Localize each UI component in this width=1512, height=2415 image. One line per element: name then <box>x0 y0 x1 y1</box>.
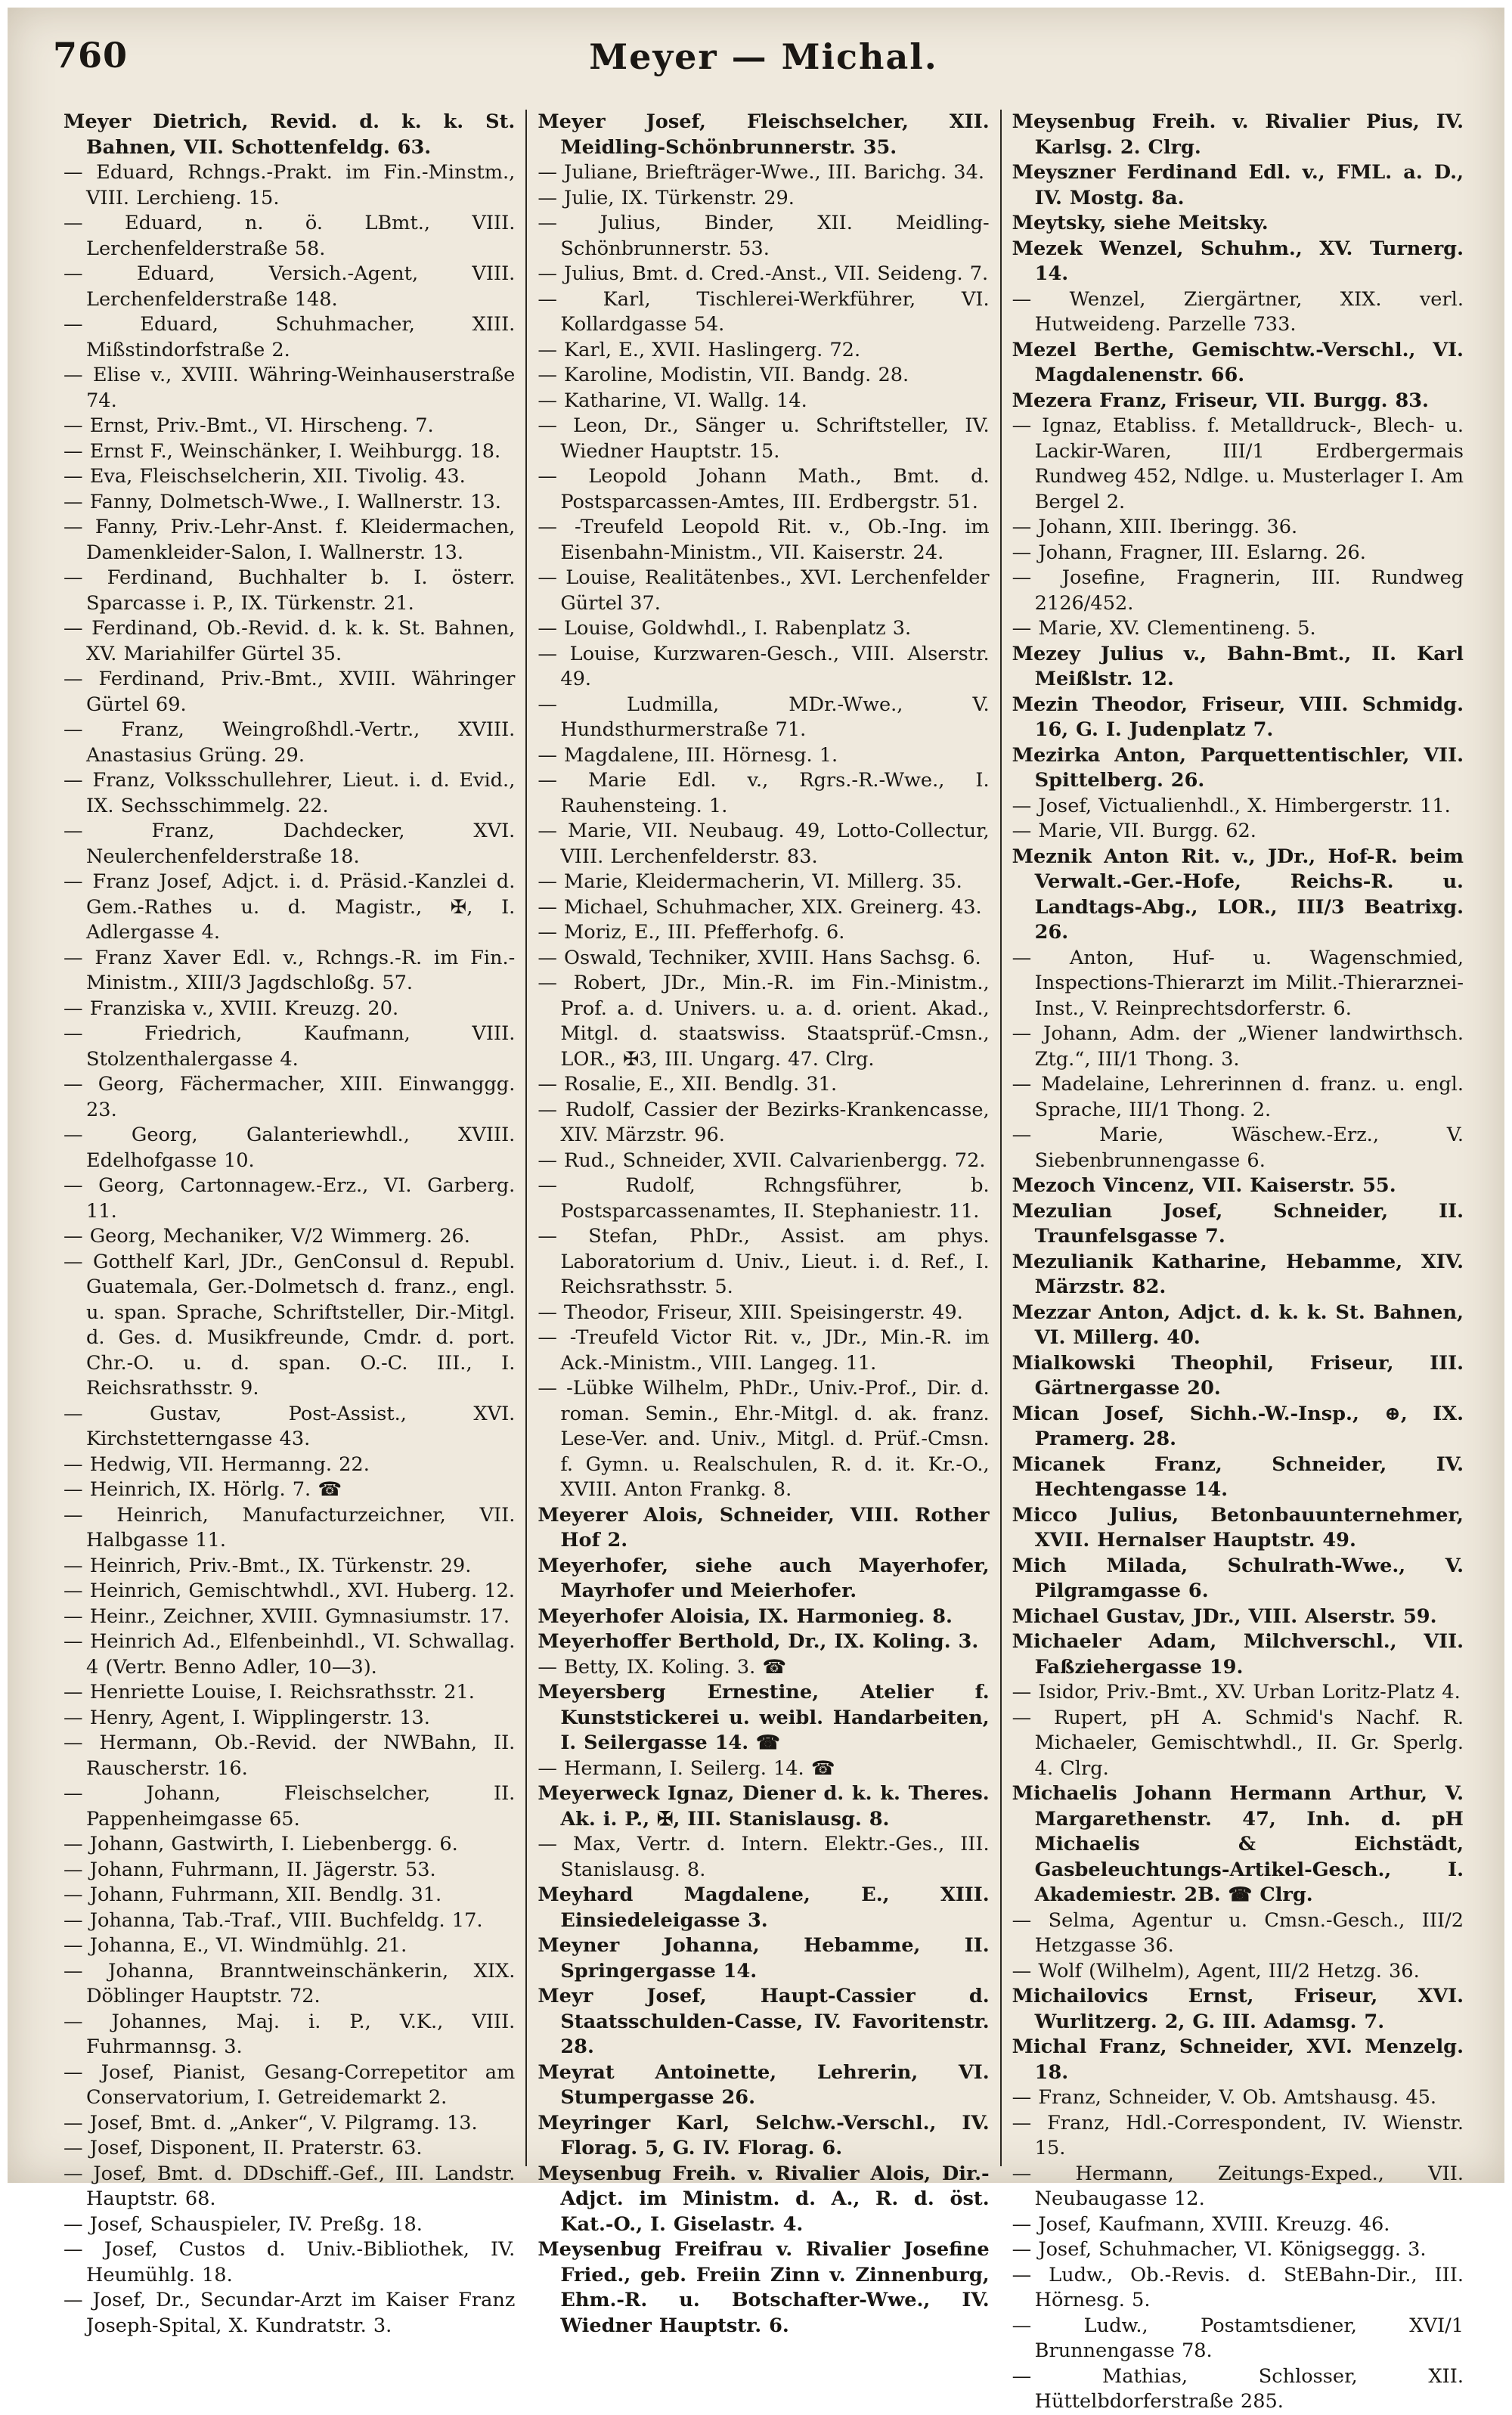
directory-entry: — Josef, Disponent, II. Praterstr. 63. <box>64 2137 423 2159</box>
directory-entry: — Johann, XIII. Iberingg. 36. <box>1012 516 1298 538</box>
directory-entry: — Franz Xaver Edl. v., Rchngs.-R. im Fin.-Ministm., XIII/3 Jagdschloßg. 57. <box>64 946 516 994</box>
directory-entry: Meyr Josef, Haupt-Cassier d. Staatsschulden-Casse, IV. Favoritenstr. 28. <box>538 1985 990 2058</box>
directory-entry: — Josef, Kaufmann, XVIII. Kreuzg. 46. <box>1012 2212 1390 2236</box>
directory-entry: — Josef, Bmt. d. „Anker“, V. Pilgramg. 13. <box>64 2111 478 2134</box>
directory-entry: Meytsky, siehe Meitsky. <box>1012 212 1269 234</box>
directory-entry: Mezek Wenzel, Schuhm., XV. Turnerg. 14. <box>1012 237 1464 285</box>
directory-entry: — Franz, Volksschullehrer, Lieut. i. d. Evid., IX. Sechsschimmelg. 22. <box>64 769 516 817</box>
directory-entry: — Ferdinand, Ob.-Revid. d. k. k. St. Bahnen, XV. Mariahilfer Gürtel 35. <box>64 617 516 665</box>
directory-entry: — Julie, IX. Türkenstr. 29. <box>538 186 795 209</box>
directory-entry: Meyer Dietrich, Revid. d. k. k. St. Bahnen, VII. Schottenfeldg. 63. <box>64 110 516 159</box>
directory-entry: — Heinr., Zeichner, XVIII. Gymnasiumstr. 17. <box>64 1604 510 1628</box>
directory-entry: — Friedrich, Kaufmann, VIII. Stolzenthalergasse 4. <box>64 1022 516 1071</box>
directory-entry: — Johann, Adm. der „Wiener landwirthsch. Ztg.“, III/1 Thong. 3. <box>1012 1022 1464 1071</box>
directory-entry: — Josef, Pianist, Gesang-Correpetitor am Conservatorium, I. Getreidemarkt 2. <box>64 2060 516 2109</box>
directory-entry: Meyerhofer Aloisia, IX. Harmonieg. 8. <box>538 1604 953 1628</box>
directory-entry: — Karl, Tischlerei-Werkführer, VI. Kollardgasse 54. <box>538 287 990 336</box>
directory-entry: — Johanna, Branntweinschänkerin, XIX. Döblinger Hauptstr. 72. <box>64 1959 516 2007</box>
directory-entry: Mezey Julius v., Bahn-Bmt., II. Karl Meißlstr. 12. <box>1012 642 1464 690</box>
directory-entry: — Eduard, Rchngs.-Prakt. im Fin.-Minstm., VIII. Lerchieng. 15. <box>64 161 516 209</box>
directory-entry: — Moriz, E., III. Pfefferhofg. 6. <box>538 921 845 944</box>
directory-entry: — Marie, Kleidermacherin, VI. Millerg. 35. <box>538 870 962 893</box>
directory-entry: — Ferdinand, Buchhalter b. I. österr. Sparcasse i. P., IX. Türkenstr. 21. <box>64 566 516 615</box>
directory-entry: — Johannes, Maj. i. P., V.K., VIII. Fuhrmannsg. 3. <box>64 2010 516 2058</box>
directory-entry: — Gotthelf Karl, JDr., GenConsul d. Republ. Guatemala, Ger.-Dolmetsch d. franz., engl. u. span. Sprache, Schriftsteller, Dir.-Mitgl. d. Ges. d. Musikfreunde, Cmdr. d. port. Chr.-O. u. d. span. O.-C. III., I. Reichsrathsstr. 9. <box>64 1250 516 1400</box>
directory-entry: — Marie, VII. Neubaug. 49, Lotto-Collectur, VIII. Lerchenfelderstr. 83. <box>538 820 990 868</box>
directory-entry: — Franz, Weingroßhdl.-Vertr., XVIII. Anastasius Grüng. 29. <box>64 718 516 767</box>
directory-entry: — Josefine, Fragnerin, III. Rundweg 2126/452. <box>1012 566 1464 615</box>
directory-entry: — Hermann, I. Seilerg. 14. ☎ <box>538 1756 835 1780</box>
directory-entry: — Eva, Fleischselcherin, XII. Tivolig. 43. <box>64 465 466 488</box>
directory-entry: — Max, Vertr. d. Intern. Elektr.-Ges., III. Stanislausg. 8. <box>538 1833 990 1881</box>
directory-entry: — Johann, Fragner, III. Eslarng. 26. <box>1012 541 1366 564</box>
directory-entry: — Heinrich, IX. Hörlg. 7. ☎ <box>64 1478 342 1501</box>
page-header <box>53 35 1474 88</box>
column-2 <box>525 110 999 2337</box>
directory-entry: — Magdalene, III. Hörnesg. 1. <box>538 743 838 767</box>
directory-entry: — Hermann, Zeitungs-Exped., VII. Neubaugasse 12. <box>1012 2162 1464 2210</box>
directory-entry: Mezirka Anton, Parquettentischler, VII. Spittelberg. 26. <box>1012 743 1464 792</box>
directory-entry: — Johann, Fuhrmann, II. Jägerstr. 53. <box>64 1858 436 1881</box>
directory-entry: — Louise, Kurzwaren-Gesch., VIII. Alserstr. 49. <box>538 642 990 690</box>
directory-entry: — Ferdinand, Priv.-Bmt., XVIII. Währinger Gürtel 69. <box>64 668 516 716</box>
directory-entry: Mezin Theodor, Friseur, VIII. Schmidg. 16, G. I. Judenplatz 7. <box>1012 693 1464 741</box>
directory-entry: — Selma, Agentur u. Cmsn.-Gesch., III/2 Hetzgasse 36. <box>1012 1908 1464 1957</box>
directory-entry: Michaelis Johann Hermann Arthur, V. Margarethenstr. 47, Inh. d. pH Michaelis & Eichstädt, Gasbeleuchtungs-Artikel-Gesch., I. Akademiestr. 2B. ☎ Clrg. <box>1012 1782 1464 1906</box>
directory-entry: — Leopold Johann Math., Bmt. d. Postsparcassen-Amtes, III. Erdbergstr. 51. <box>538 465 990 513</box>
directory-page <box>8 8 1504 2413</box>
directory-entry: Micco Julius, Betonbauunternehmer, XVII. Hernalser Hauptstr. 49. <box>1012 1503 1464 1552</box>
directory-entry: — Michael, Schuhmacher, XIX. Greinerg. 43. <box>538 895 982 919</box>
directory-entry: Michaeler Adam, Milchverschl., VII. Faßziehergasse 19. <box>1012 1630 1464 1679</box>
directory-entry: — Heinrich, Manufacturzeichner, VII. Halbgasse 11. <box>64 1503 516 1552</box>
directory-entry: Meyrat Antoinette, Lehrerin, VI. Stumpergasse 26. <box>538 2060 990 2109</box>
directory-entry: Meysenbug Freih. v. Rivalier Pius, IV. Karlsg. 2. Clrg. <box>1012 110 1464 159</box>
directory-entry: — Robert, JDr., Min.-R. im Fin.-Ministm., Prof. a. d. Univers. u. a. d. orient. Akad., Mitgl. d. staatswiss. Staatsprüf.-Cmsn., LOR., ✠3, III. Ungarg. 47. Clrg. <box>538 972 990 1071</box>
directory-entry: — Johann, Fuhrmann, XII. Bendlg. 31. <box>64 1883 442 1906</box>
directory-entry: — Marie, XV. Clementineng. 5. <box>1012 617 1316 640</box>
directory-entry: — Hermann, Ob.-Revid. der NWBahn, II. Rauscherstr. 16. <box>64 1731 516 1780</box>
directory-entry: Michal Franz, Schneider, XVI. Menzelg. 18. <box>1012 2035 1464 2084</box>
directory-entry: Mezel Berthe, Gemischtw.-Verschl., VI. Magdalenenstr. 66. <box>1012 338 1464 386</box>
directory-entry: — Heinrich, Priv.-Bmt., IX. Türkenstr. 29. <box>64 1554 472 1577</box>
directory-entry: Michael Gustav, JDr., VIII. Alserstr. 59. <box>1012 1604 1437 1628</box>
directory-entry: — Karl, E., XVII. Haslingerg. 72. <box>538 338 861 361</box>
directory-entry: — Eduard, Versich.-Agent, VIII. Lerchenfelderstraße 148. <box>64 262 516 311</box>
directory-entry: — Franz, Schneider, V. Ob. Amtshausg. 45. <box>1012 2086 1437 2109</box>
directory-entry: Michailovics Ernst, Friseur, XVI. Wurlitzerg. 2, G. III. Adamsg. 7. <box>1012 1985 1464 2033</box>
directory-entry: — Rudolf, Cassier der Bezirks-Krankencasse, XIV. Märzstr. 96. <box>538 1098 990 1146</box>
directory-entry: — Rud., Schneider, XVII. Calvarienbergg. 72. <box>538 1149 986 1172</box>
column-1 <box>53 110 525 2337</box>
directory-entry: — Josef, Bmt. d. DDschiff.-Gef., III. Landstr. Hauptstr. 68. <box>64 2162 516 2210</box>
directory-entry: Mezzar Anton, Adjct. d. k. k. St. Bahnen, VI. Millerg. 40. <box>1012 1301 1464 1349</box>
directory-entry: — Betty, IX. Koling. 3. ☎ <box>538 1655 787 1679</box>
directory-entry: — Rudolf, Rchngsführer, b. Postsparcassenamtes, II. Stephaniestr. 11. <box>538 1174 990 1223</box>
directory-entry: — Johanna, E., VI. Windmühlg. 21. <box>64 1934 407 1957</box>
directory-entry: — Eduard, n. ö. LBmt., VIII. Lerchenfelderstraße 58. <box>64 212 516 260</box>
directory-entry: — Heinrich, Gemischtwhdl., XVI. Huberg. 12. <box>64 1580 516 1602</box>
directory-entry: — Madelaine, Lehrerinnen d. franz. u. engl. Sprache, III/1 Thong. 2. <box>1012 1073 1464 1121</box>
directory-entry: Mezera Franz, Friseur, VII. Burgg. 83. <box>1012 389 1429 412</box>
directory-entry: — Wenzel, Ziergärtner, XIX. verl. Hutweideng. Parzelle 733. <box>1012 287 1464 336</box>
directory-entry: — -Lübke Wilhelm, PhDr., Univ.-Prof., Dir. d. roman. Semin., Ehr.-Mitgl. d. ak. franz. Lese-Ver. and. Univ., Mitgl. d. Prüf.-Cmsn. f. Gymn. u. Realschulen, R. d. it. Kr.-O., XVIII. Anton Frankg. 8. <box>538 1377 990 1501</box>
directory-entry: — Leon, Dr., Sänger u. Schriftsteller, IV. Wiedner Hauptstr. 15. <box>538 414 990 463</box>
directory-entry: — Isidor, Priv.-Bmt., XV. Urban Loritz-Platz 4. <box>1012 1681 1461 1704</box>
directory-entry: — Ludw., Postamtsdiener, XVI/1 Brunnengasse 78. <box>1012 2314 1464 2362</box>
directory-entry: — Johann, Gastwirth, I. Liebenbergg. 6. <box>64 1833 458 1855</box>
directory-entry: — Ernst, Priv.-Bmt., VI. Hirscheng. 7. <box>64 414 434 437</box>
directory-entry: — Franz Josef, Adjct. i. d. Präsid.-Kanzlei d. Gem.-Rathes u. d. Magistr., ✠, I. Adlergasse 4. <box>64 870 516 944</box>
directory-entry: — Elise v., XVIII. Währing-Weinhauserstraße 74. <box>64 364 516 412</box>
directory-entry: — Marie, VII. Burgg. 62. <box>1012 820 1256 842</box>
directory-entry: — Louise, Realitätenbes., XVI. Lerchenfelder Gürtel 37. <box>538 566 990 615</box>
column-3 <box>1000 110 1474 2413</box>
directory-entry: — Ernst F., Weinschänker, I. Weihburgg. 18. <box>64 439 501 463</box>
directory-entry: — Fanny, Dolmetsch-Wwe., I. Wallnerstr. 13. <box>64 490 501 513</box>
directory-entry: — Gustav, Post-Assist., XVI. Kirchstetterngasse 43. <box>64 1402 516 1450</box>
directory-entry: Meyer Josef, Fleischselcher, XII. Meidling-Schönbrunnerstr. 35. <box>538 110 990 159</box>
directory-entry: — Franz, Dachdecker, XVI. Neulerchenfelderstraße 18. <box>64 820 516 868</box>
directory-entry: — Eduard, Schuhmacher, XIII. Mißstindorfstraße 2. <box>64 313 516 361</box>
directory-entry: — Georg, Mechaniker, V/2 Wimmerg. 26. <box>64 1225 470 1248</box>
directory-entry: Meyner Johanna, Hebamme, II. Springergasse 14. <box>538 1934 990 1983</box>
directory-entry: — Anton, Huf- u. Wagenschmied, Inspections-Thierarzt im Milit.-Thierarznei-Inst., V. Reinprechtsdorferstr. 6. <box>1012 946 1464 1020</box>
directory-entry: Meyerhoffer Berthold, Dr., IX. Koling. 3. <box>538 1630 979 1653</box>
directory-entry: — Rupert, pH A. Schmid's Nachf. R. Michaeler, Gemischtwhdl., II. Gr. Sperlg. 4. Clrg. <box>1012 1706 1464 1780</box>
directory-entry: — Josef, Schauspieler, IV. Preßg. 18. <box>64 2212 423 2236</box>
directory-entry: — Josef, Schuhmacher, VI. Königseggg. 3. <box>1012 2238 1427 2261</box>
directory-entry: — Theodor, Friseur, XIII. Speisingerstr. 49. <box>538 1301 963 1324</box>
directory-entry: — Georg, Cartonnagew.-Erz., VI. Garberg. 11. <box>64 1174 516 1223</box>
directory-entry: — Katharine, VI. Wallg. 14. <box>538 389 807 412</box>
directory-entry: — Henriette Louise, I. Reichsrathsstr. 21. <box>64 1681 475 1704</box>
directory-entry: — Ignaz, Etabliss. f. Metalldruck-, Blech- u. Lackir-Waren, III/1 Erdbergermais Rundweg 452, Ndlge. u. Musterlager I. Am Bergel 2. <box>1012 414 1464 513</box>
directory-entry: — Johanna, Tab.-Traf., VIII. Buchfeldg. 17. <box>64 1908 483 1932</box>
directory-entry: — Juliane, Briefträger-Wwe., III. Barichg. 34. <box>538 161 984 184</box>
directory-entry: Meyersberg Ernestine, Atelier f. Kunststickerei u. weibl. Handarbeiten, I. Seilergasse 14. ☎ <box>538 1681 990 1754</box>
directory-columns <box>53 110 1474 2413</box>
directory-entry: — Louise, Goldwhdl., I. Rabenplatz 3. <box>538 617 912 640</box>
directory-entry: — Stefan, PhDr., Assist. am phys. Laboratorium d. Univ., Lieut. i. d. Ref., I. Reichsrathsstr. 5. <box>538 1225 990 1298</box>
directory-entry: Meyerweck Ignaz, Diener d. k. k. Theres. Ak. i. P., ✠, III. Stanislausg. 8. <box>538 1782 990 1831</box>
directory-entry: — Julius, Binder, XII. Meidling-Schönbrunnerstr. 53. <box>538 212 990 260</box>
directory-entry: — Marie Edl. v., Rgrs.-R.-Wwe., I. Rauhensteing. 1. <box>538 769 990 817</box>
directory-entry: Meznik Anton Rit. v., JDr., Hof-R. beim Verwalt.-Ger.-Hofe, Reichs-R. u. Landtags-Abg., LOR., III/3 Beatrixg. 26. <box>1012 845 1464 944</box>
directory-entry: — Ludmilla, MDr.-Wwe., V. Hundsthurmerstraße 71. <box>538 693 990 741</box>
directory-entry: — Franziska v., XVIII. Kreuzg. 20. <box>64 997 399 1020</box>
directory-entry: — Josef, Victualienhdl., X. Himbergerstr. 11. <box>1012 794 1451 817</box>
directory-entry: — Mathias, Schlosser, XII. Hüttelbdorferstraße 285. <box>1012 2364 1464 2413</box>
directory-entry: Meysenbug Freih. v. Rivalier Alois, Dir.-Adjct. im Ministm. d. A., R. d. öst. Kat.-O., I. Giselastr. 4. <box>538 2162 990 2236</box>
directory-entry: — Henry, Agent, I. Wipplingerstr. 13. <box>64 1706 430 1729</box>
directory-entry: — Heinrich Ad., Elfenbeinhdl., VI. Schwallag. 4 (Vertr. Benno Adler, 10—3). <box>64 1630 516 1679</box>
directory-entry: — Josef, Dr., Secundar-Arzt im Kaiser Franz Joseph-Spital, X. Kundratstr. 3. <box>64 2289 516 2337</box>
directory-entry: — Fanny, Priv.-Lehr-Anst. f. Kleidermachen, Damenkleider-Salon, I. Wallnerstr. 13. <box>64 516 516 564</box>
directory-entry: Micanek Franz, Schneider, IV. Hechtengasse 14. <box>1012 1452 1464 1501</box>
directory-entry: — Oswald, Techniker, XVIII. Hans Sachsg. 6. <box>538 946 981 969</box>
directory-entry: — Franz, Hdl.-Correspondent, IV. Wienstr. 15. <box>1012 2111 1464 2159</box>
directory-entry: — Georg, Galanteriewhdl., XVIII. Edelhofgasse 10. <box>64 1124 516 1172</box>
directory-entry: — Johann, Fleischselcher, II. Pappenheimgasse 65. <box>64 1782 516 1831</box>
directory-entry: Mezulianik Katharine, Hebamme, XIV. Märzstr. 82. <box>1012 1250 1464 1298</box>
directory-entry: — Julius, Bmt. d. Cred.-Anst., VII. Seideng. 7. <box>538 262 989 285</box>
directory-entry: — -Treufeld Victor Rit. v., JDr., Min.-R. im Ack.-Ministm., VIII. Langeg. 11. <box>538 1326 990 1375</box>
directory-entry: Mialkowski Theophil, Friseur, III. Gärtnergasse 20. <box>1012 1351 1464 1400</box>
directory-entry: — Ludw., Ob.-Revis. d. StEBahn-Dir., III. Hörnesg. 5. <box>1012 2263 1464 2311</box>
directory-entry: Meyerhofer, siehe auch Mayerhofer, Mayrhofer und Meierhofer. <box>538 1554 990 1602</box>
directory-entry: Meyhard Magdalene, E., XIII. Einsiedeleigasse 3. <box>538 1883 990 1932</box>
directory-entry: Meysenbug Freifrau v. Rivalier Josefine Fried., geb. Freiin Zinn v. Zinnenburg, Ehm.-R. u. Botschafter-Wwe., IV. Wiedner Hauptstr. 6. <box>538 2238 990 2337</box>
directory-entry: Meyringer Karl, Selchw.-Verschl., IV. Florag. 5, G. IV. Florag. 6. <box>538 2111 990 2159</box>
directory-entry: Meyerer Alois, Schneider, VIII. Rother Hof 2. <box>538 1503 990 1552</box>
running-head: Meyer — Michal. <box>589 36 938 77</box>
directory-entry: Mican Josef, Sichh.-W.-Insp., ⊕, IX. Pramerg. 28. <box>1012 1402 1464 1450</box>
directory-entry: — Josef, Custos d. Univ.-Bibliothek, IV. Heumühlg. 18. <box>64 2238 516 2286</box>
directory-entry: Meyszner Ferdinand Edl. v., FML. a. D., IV. Mostg. 8a. <box>1012 161 1464 209</box>
directory-entry: — Wolf (Wilhelm), Agent, III/2 Hetzg. 36. <box>1012 1959 1420 1983</box>
directory-entry: Mezulian Josef, Schneider, II. Traunfelsgasse 7. <box>1012 1199 1464 1248</box>
directory-entry: — Marie, Wäschew.-Erz., V. Siebenbrunnengasse 6. <box>1012 1124 1464 1172</box>
directory-entry: Mezoch Vincenz, VII. Kaiserstr. 55. <box>1012 1174 1396 1197</box>
page-number: 760 <box>53 35 129 76</box>
directory-entry: — Karoline, Modistin, VII. Bandg. 28. <box>538 364 909 386</box>
directory-entry: — -Treufeld Leopold Rit. v., Ob.-Ing. im Eisenbahn-Ministm., VII. Kaiserstr. 24. <box>538 516 990 564</box>
directory-entry: — Rosalie, E., XII. Bendlg. 31. <box>538 1073 838 1096</box>
directory-entry: Mich Milada, Schulrath-Wwe., V. Pilgramgasse 6. <box>1012 1554 1464 1602</box>
directory-entry: — Georg, Fächermacher, XIII. Einwanggg. 23. <box>64 1073 516 1121</box>
directory-entry: — Hedwig, VII. Hermanng. 22. <box>64 1452 370 1476</box>
